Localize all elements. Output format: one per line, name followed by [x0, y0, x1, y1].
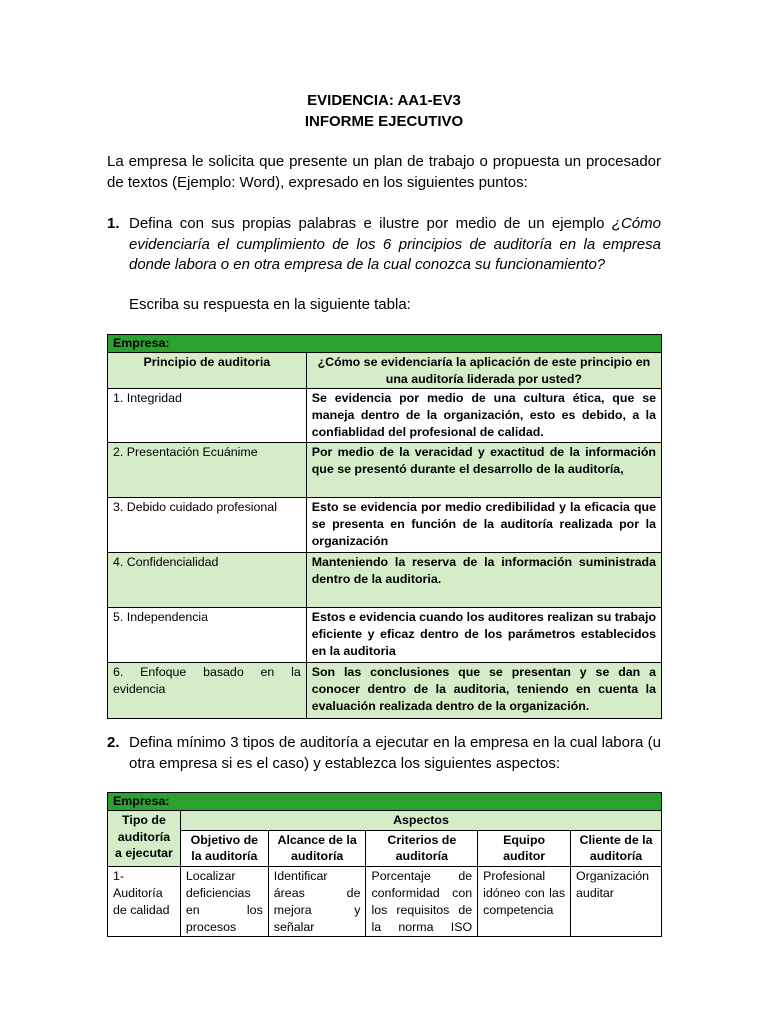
document-title: EVIDENCIA: AA1-EV3: [307, 92, 461, 109]
question-1-plain: Defina con sus propias palabras e ilustre por medio de un ejemplo: [129, 215, 605, 232]
table-row: [108, 608, 662, 663]
principle-cell: 3. Debido cuidado profesional: [108, 498, 307, 553]
scope-cell: Identificar áreas de mejora y señalar: [268, 867, 366, 937]
principles-table: [107, 334, 662, 719]
criteria-cell: Porcentaje de conformidad con los requisitos de la norma ISO: [366, 867, 478, 937]
table-row: [108, 443, 662, 498]
scope-column-header: Alcance de la auditoría: [268, 830, 366, 867]
principle-column-header: Principio de auditoria: [108, 352, 307, 389]
answer-cell: Por medio de la veracidad y exactitud de la información que se presentó durante el desarrollo de la auditoría,: [306, 443, 661, 498]
principle-cell: 2. Presentación Ecuánime: [108, 443, 307, 498]
table-row: [108, 553, 662, 608]
question-1-italic: ¿Cómo evidenciaría el cumplimiento de los 6 principios de auditoría en la empresa donde labora o en otra empresa de la cual conozca su funcionamiento?: [129, 215, 661, 273]
team-cell: Profesional idóneo con las competencia: [478, 867, 571, 937]
evidence-column-header: ¿Cómo se evidenciaría la aplicación de este principio en una auditoría liderada por usted?: [306, 352, 661, 389]
criteria-column-header: Criterios de auditoría: [366, 830, 478, 867]
principle-cell: 6. Enfoque basado en la evidencia: [108, 663, 307, 719]
question-1-text: [129, 214, 661, 276]
question-1-number: 1.: [107, 215, 120, 232]
objective-cell: Localizar deficiencias en los procesos: [180, 867, 268, 937]
answer-cell: Esto se evidencia por medio credibilidad y la eficacia que se presenta en función de la auditoría realizada por la organización: [306, 498, 661, 553]
intro-paragraph: La empresa le solicita que presente un plan de trabajo o propuesta un procesador de textos (Ejemplo: Word), expresado en los siguientes puntos:: [107, 153, 661, 191]
table-instruction: Escriba su respuesta en la siguiente tabla:: [129, 296, 411, 313]
company-label: Empresa:: [108, 335, 662, 353]
team-column-header: Equipo auditor: [478, 830, 571, 867]
principle-cell: 1. Integridad: [108, 389, 307, 443]
principle-cell: 5. Independencia: [108, 608, 307, 663]
table-company-row: [108, 335, 662, 353]
aspects-header-row: [108, 810, 662, 830]
answer-cell: Se evidencia por medio de una cultura ética, que se maneja dentro de la organización, esto es debido, a la confiablidad del profesional de calidad.: [306, 389, 661, 443]
company-label: Empresa:: [108, 793, 662, 811]
principle-cell: 4. Confidencialidad: [108, 553, 307, 608]
table-header-row: [108, 352, 662, 389]
table-company-row: [108, 793, 662, 811]
audit-types-table: [107, 792, 662, 937]
table-row: [108, 867, 662, 937]
audit-type-cell: 1- Auditoría de calidad: [108, 867, 181, 937]
answer-cell: Son las conclusiones que se presentan y se dan a conocer dentro de la auditoria, teniendo en cuenta la evaluación realizada dentro de la organización.: [306, 663, 661, 719]
aspects-header: Aspectos: [180, 810, 661, 830]
columns-header-row: [108, 830, 662, 867]
objective-column-header: Objetivo de la auditoría: [180, 830, 268, 867]
table-row: [108, 663, 662, 719]
table-row: [108, 389, 662, 443]
answer-cell: Estos e evidencia cuando los auditores realizan su trabajo eficiente y eficaz dentro de los parámetros establecidos en la auditoria: [306, 608, 661, 663]
answer-cell: Manteniendo la reserva de la información suministrada dentro de la auditoria.: [306, 553, 661, 608]
audit-type-header: Tipo de auditoría a ejecutar: [108, 810, 181, 866]
client-cell: Organización auditar: [571, 867, 662, 937]
table-row: [108, 498, 662, 553]
question-2-text: Defina mínimo 3 tipos de auditoría a ejecutar en la empresa en la cual labora (u otra empresa si es el caso) y establezca los siguientes aspectos:: [129, 734, 661, 772]
document-subtitle: INFORME EJECUTIVO: [304, 113, 464, 130]
client-column-header: Cliente de la auditoría: [571, 830, 662, 867]
question-2-number: 2.: [107, 734, 120, 751]
